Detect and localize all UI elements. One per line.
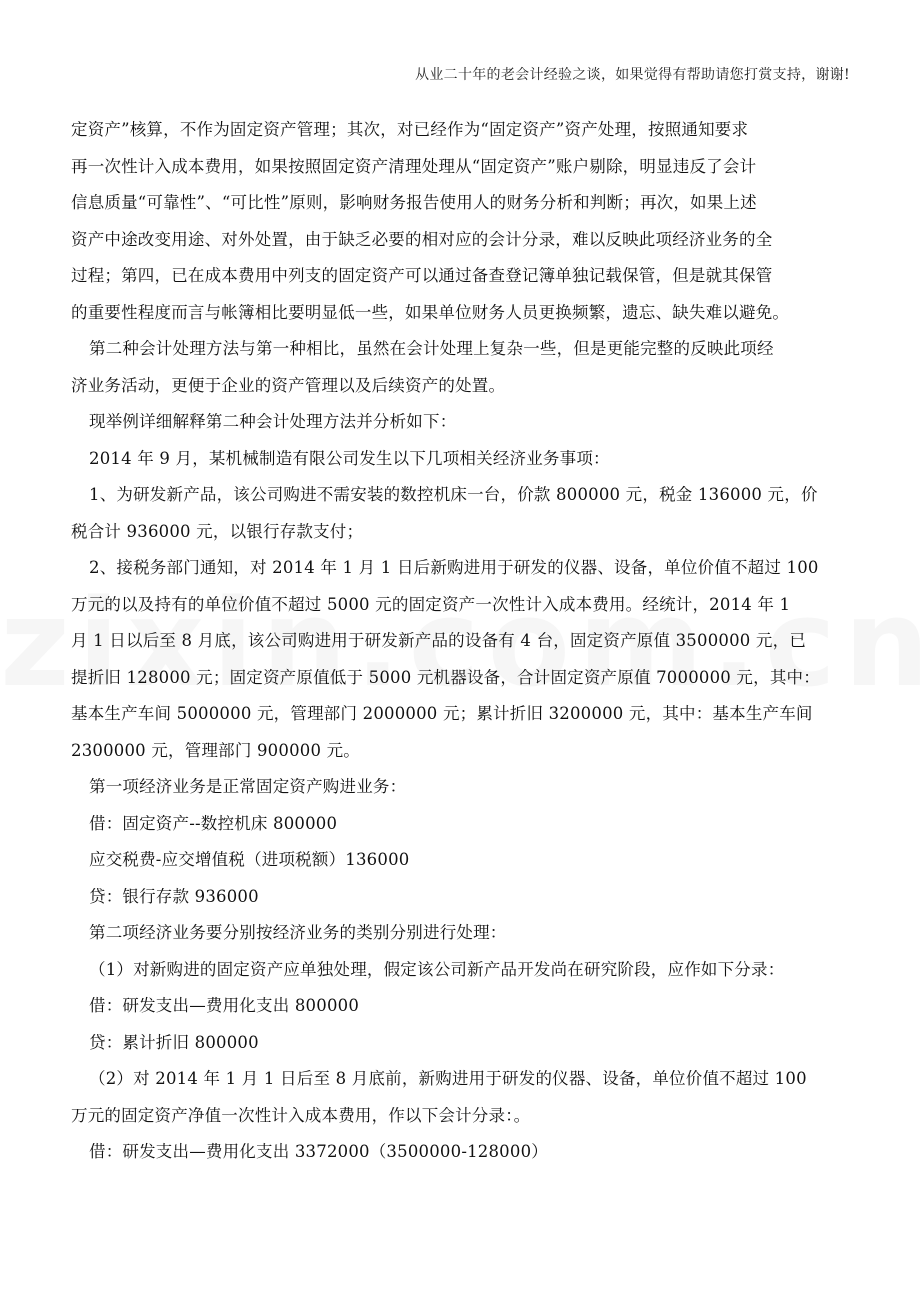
text-line: 信息质量“可靠性”、“可比性”原则，影响财务报告使用人的财务分析和判断；再次，如果上述 bbox=[71, 193, 757, 212]
text-line: 1、为研发新产品，该公司购进不需安装的数控机床一台，价款 800000 元，税金 136000 元，价 bbox=[89, 485, 818, 504]
text-line: 提折旧 128000 元；固定资产原值低于 5000 元机器设备，合计固定资产原值 7000000 元，其中： bbox=[71, 667, 820, 687]
text-line: 应交税费-应交增值税（进项税额）136000 bbox=[89, 850, 410, 869]
text-line: 定资产”核算，不作为固定资产管理；其次，对已经作为“固定资产”资产处理，按照通知要求 bbox=[71, 120, 749, 139]
text-line: 济业务活动，更便于企业的资产管理以及后续资产的处置。 bbox=[71, 375, 506, 395]
text-line: （1）对新购进的固定资产应单独处理，假定该公司新产品开发尚在研究阶段，应作如下分录： bbox=[89, 959, 785, 979]
text-line: 第二种会计处理方法与第一种相比，虽然在会计处理上复杂一些，但是更能完整的反映此项经 bbox=[89, 339, 774, 358]
text-line: 万元的以及持有的单位价值不超过 5000 元的固定资产一次性计入成本费用。经统计，2014 年 1 bbox=[71, 594, 791, 614]
text-line: 第一项经济业务是正常固定资产购进业务： bbox=[89, 777, 407, 796]
text-line: 过程；第四，已在成本费用中列支的固定资产可以通过备查登记簿单独记载保管，但是就其保管 bbox=[71, 266, 773, 285]
text-line: 税合计 936000 元，以银行存款支付； bbox=[71, 521, 364, 541]
text-line: 万元的固定资产净值一次性计入成本费用，作以下会计分录：。 bbox=[71, 1105, 531, 1125]
text-line: 资产中途改变用途、对外处置，由于缺乏必要的相对应的会计分录，难以反映此项经济业务的全 bbox=[71, 229, 773, 249]
text-line: 2014 年 9 月，某机械制造有限公司发生以下几项相关经济业务事项： bbox=[89, 448, 610, 468]
text-line: 借：固定资产--数控机床 800000 bbox=[89, 813, 338, 833]
text-line: 借：研发支出—费用化支出 800000 bbox=[89, 996, 360, 1015]
text-line: 再一次性计入成本费用，如果按照固定资产清理处理从“固定资产”账户剔除，明显违反了会计 bbox=[71, 156, 757, 176]
document-body bbox=[71, 112, 851, 1171]
text-line: 基本生产车间 5000000 元，管理部门 2000000 元；累计折旧 3200000 元，其中：基本生产车间 bbox=[71, 704, 813, 723]
text-line: 的重要性程度而言与帐簿相比要明显低一些，如果单位财务人员更换频繁，遗忘、缺失难以避免。 bbox=[71, 302, 790, 322]
text-line: 借：研发支出—费用化支出 3372000（3500000-128000） bbox=[89, 1142, 548, 1161]
text-line: 月 1 日以后至 8 月底，该公司购进用于研发新产品的设备有 4 台，固定资产原值 3500000 元，已 bbox=[71, 631, 807, 650]
text-line: 现举例详细解释第二种会计处理方法并分析如下： bbox=[89, 412, 457, 431]
text-line: 贷：银行存款 936000 bbox=[89, 886, 259, 906]
text-line: 贷：累计折旧 800000 bbox=[89, 1032, 259, 1052]
text-line: 2、接税务部门通知，对 2014 年 1 月 1 日后新购进用于研发的仪器、设备，单位价值不超过 100 bbox=[89, 558, 819, 577]
text-line: （2）对 2014 年 1 月 1 日后至 8 月底前，新购进用于研发的仪器、设备，单位价值不超过 100 bbox=[89, 1069, 807, 1088]
header-note: 从业二十年的老会计经验之谈，如果觉得有帮助请您打赏支持，谢谢! bbox=[415, 67, 850, 83]
text-line: 2300000 元，管理部门 900000 元。 bbox=[71, 740, 361, 760]
text-line: 第二项经济业务要分别按经济业务的类别分别进行处理： bbox=[89, 923, 507, 942]
